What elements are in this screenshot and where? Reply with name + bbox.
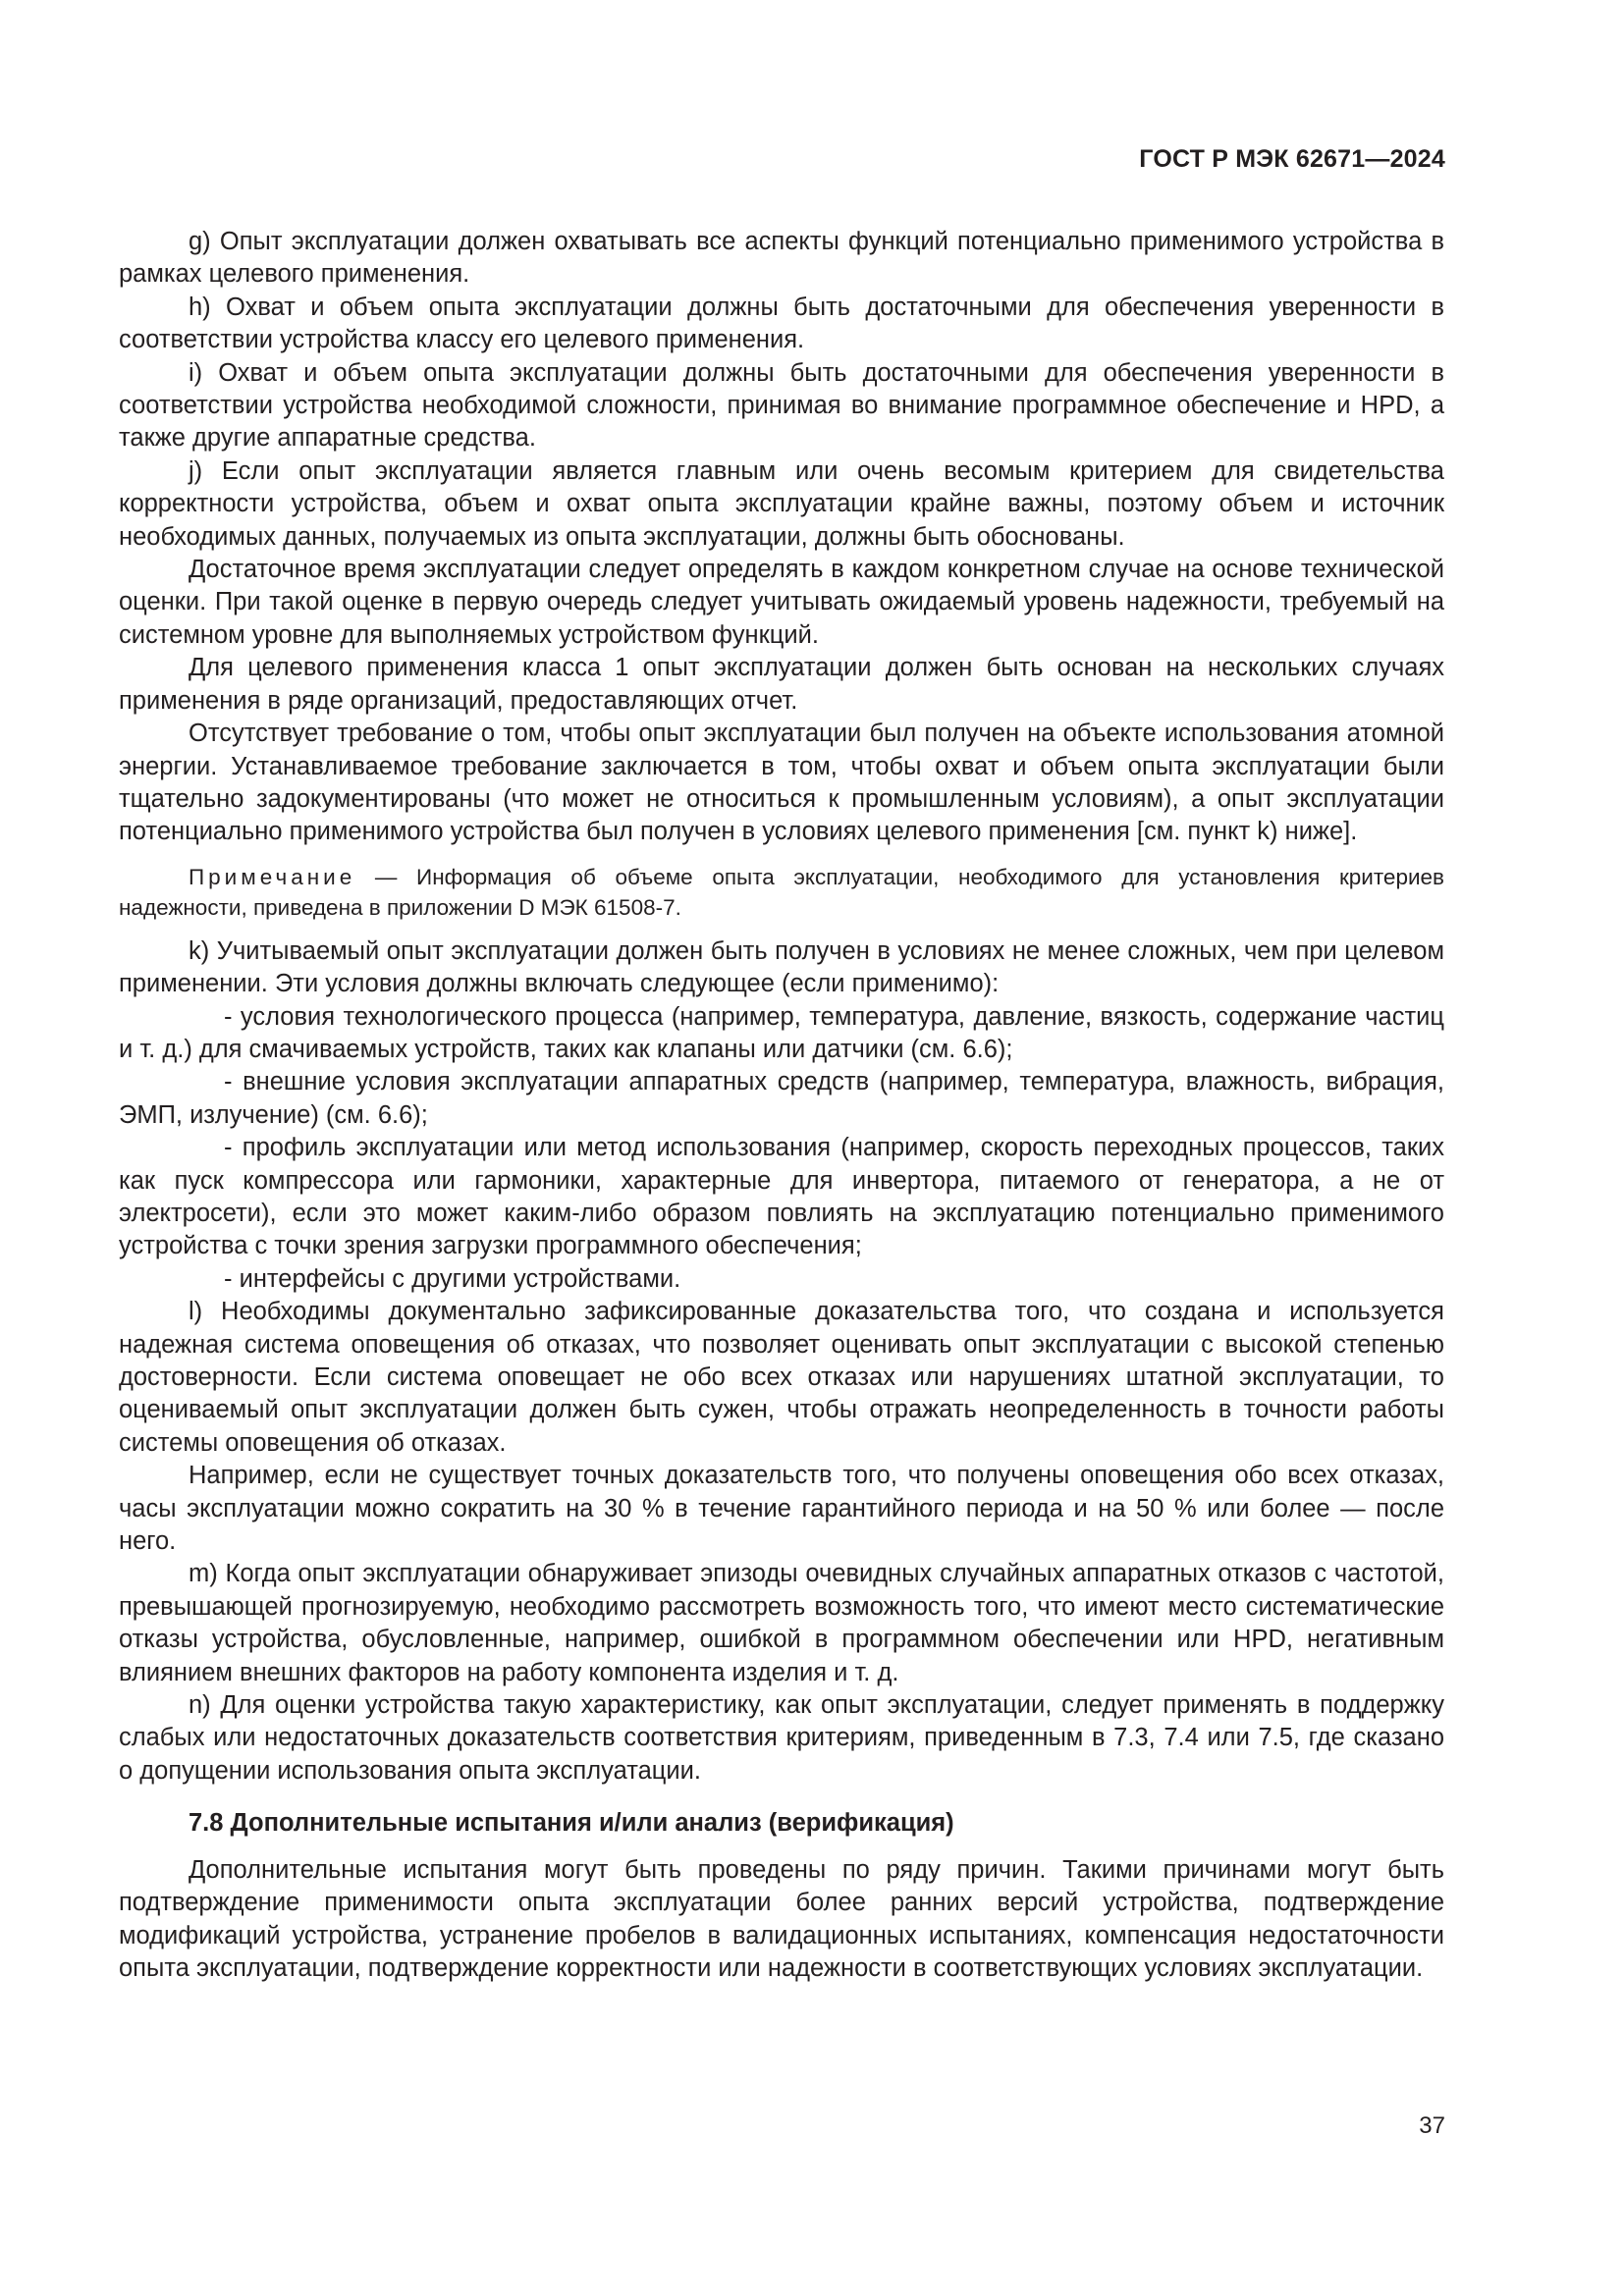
paragraph-item-k: k) Учитываемый опыт эксплуатации должен быть получен в условиях не менее сложных, чем при целевом применении. Эти условия должны включать следующее (если применимо):: [119, 936, 1444, 998]
page-number: 37: [1419, 2112, 1445, 2139]
paragraph-no-requirement: Отсутствует требование о том, чтобы опыт эксплуатации был получен на объекте использования атомной энергии. Устанавливаемое требование заключается в том, чтобы охват и объем опыта эксплуатации были тщательно задокументированы (что может не относиться к промышленным условиям), а опыт эксплуатации потенциально применимого устройства был получен в условиях целевого применения [см. пункт k) ниже].: [119, 720, 1444, 846]
paragraph-item-j: j) Если опыт эксплуатации является главным или очень весомым критерием для свидетельства корректности устройства, объем и охват опыта эксплуатации крайне важны, поэтому объем и источник необходимых данных, получаемых из опыта эксплуатации, должны быть обоснованы.: [119, 456, 1444, 551]
bullet-operation-profile: - профиль эксплуатации или метод использования (например, скорость переходных процессов, таких как пуск компрессора или гармоники, характерные для инвертора, питаемого от генератора, а не от электросети), если это может каким-либо образом повлиять на эксплуатацию потенциально применимого устройства с точки зрения загрузки программного обеспечения;: [119, 1134, 1444, 1260]
paragraph-item-g: g) Опыт эксплуатации должен охватывать все аспекты функций потенциально применимого устройства в рамках целевого применения.: [119, 228, 1444, 289]
paragraph-item-n: n) Для оценки устройства такую характеристику, как опыт эксплуатации, следует применять в поддержку слабых или недостаточных доказательств соответствия критериям, приведенным в 7.3, 7.4 или 7.5, где сказано о допущении использования опыта эксплуатации.: [119, 1691, 1444, 1785]
bullet-process-conditions: - условия технологического процесса (например, температура, давление, вязкость, содержание частиц и т. д.) для смачиваемых устройств, таких как клапаны или датчики (см. 6.6);: [119, 1002, 1444, 1063]
section-heading-7-8: 7.8 Дополнительные испытания и/или анализ (верификация): [189, 1809, 954, 1838]
paragraph-operation-time: Достаточное время эксплуатации следует определять в каждом конкретном случае на основе технической оценки. При такой оценке в первую очередь следует учитывать ожидаемый уровень надежности, требуемый на системном уровне для выполняемых устройством функций.: [119, 556, 1444, 649]
bullet-environment-conditions: - внешние условия эксплуатации аппаратных средств (например, температура, влажность, вибрация, ЭМП, излучение) (см. 6.6);: [119, 1068, 1444, 1129]
paragraph-class-1: Для целевого применения класса 1 опыт эксплуатации должен быть основан на нескольких случаях применения в ряде организаций, предоставляющих отчет.: [119, 654, 1444, 715]
paragraph-section-7-8: Дополнительные испытания могут быть проведены по ряду причин. Такими причинами могут быть подтверждение применимости опыта эксплуатации более ранних версий устройства, подтверждение модификаций устройства, устранение пробелов в валидационных испытаниях, компенсация недостаточности опыта эксплуатации, подтверждение корректности или надежности в соответствующих условиях эксплуатации.: [119, 1855, 1444, 1982]
paragraph-item-h: h) Охват и объем опыта эксплуатации должны быть достаточными для обеспечения уверенности в соответствии устройства классу его целевого применения.: [119, 293, 1444, 354]
bullet-interfaces: - интерфейсы с другими устройствами.: [224, 1264, 681, 1293]
note-text: — Информация об объеме опыта эксплуатации, необходимого для установления критериев надежности, приведена в приложении D МЭК 61508-7.: [119, 864, 1444, 920]
note-paragraph: [119, 862, 1444, 923]
note-label: Примечание: [189, 864, 356, 889]
paragraph-item-m: m) Когда опыт эксплуатации обнаруживает эпизоды очевидных случайных аппаратных отказов с частотой, превышающей прогнозируемую, необходимо рассмотреть возможность того, что имеют место систематические отказы устройства, обусловленные, например, ошибкой в программном обеспечении или HPD, негативным влиянием внешних факторов на работу компонента изделия и т. д.: [119, 1560, 1444, 1686]
paragraph-example: Например, если не существует точных доказательств того, что получены оповещения обо всех отказах, часы эксплуатации можно сократить на 30 % в течение гарантийного периода и на 50 % или более — после него.: [119, 1462, 1444, 1556]
paragraph-item-i: i) Охват и объем опыта эксплуатации должны быть достаточными для обеспечения уверенности в соответствии устройства необходимой сложности, принимая во внимание программное обеспечение и HPD, а также другие аппаратные средства.: [119, 358, 1444, 453]
document-code-header: ГОСТ Р МЭК 62671—2024: [1139, 145, 1445, 173]
paragraph-item-l: l) Необходимы документально зафиксированные доказательства того, что создана и используется надежная система оповещения об отказах, что позволяет оценивать опыт эксплуатации с высокой степенью достоверности. Если система оповещает не обо всех отказах или нарушениях штатной эксплуатации, то оцениваемый опыт эксплуатации должен быть сужен, чтобы отражать неопределенность в точности работы системы оповещения об отказах.: [119, 1298, 1444, 1457]
document-body: [119, 226, 1444, 1985]
